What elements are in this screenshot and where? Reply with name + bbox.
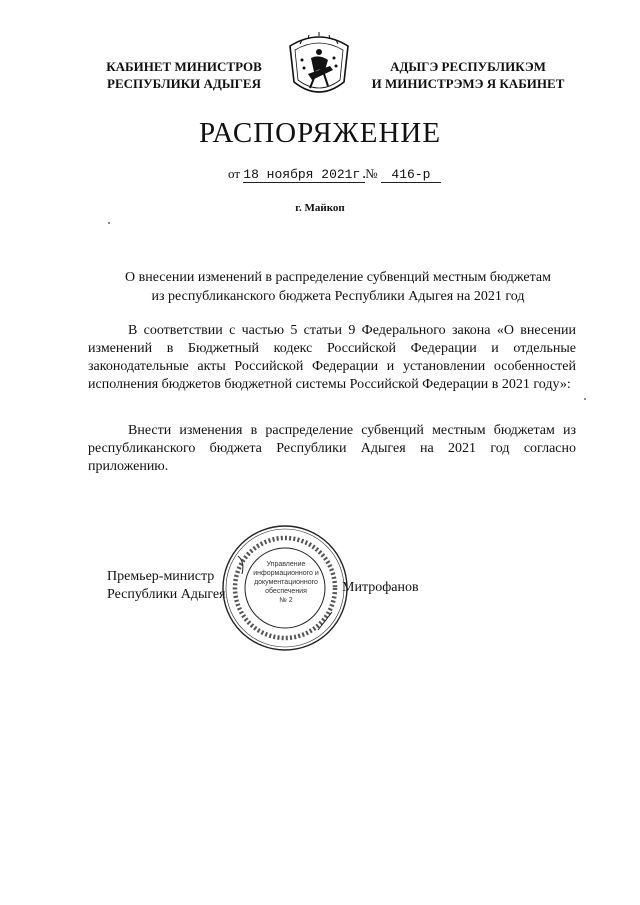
document-date: 18 ноября 2021г. xyxy=(243,167,369,182)
stamp-line1: Управление xyxy=(266,561,306,568)
signatory-title xyxy=(107,568,226,604)
stamp-line4: обеспечения xyxy=(265,588,307,595)
document-number: 416-р xyxy=(381,167,441,183)
stamp-line2: информационного и xyxy=(253,570,319,577)
ministry-name-ady-line1: АДЫГЭ РЕСПУБЛИКЭМ xyxy=(390,59,546,74)
document-title: РАСПОРЯЖЕНИЕ xyxy=(198,117,442,149)
number-prefix: № xyxy=(365,166,378,181)
ministry-name-adyghe xyxy=(358,58,578,92)
subject-line2: из республиканского бюджета Республики Адыгея на 2021 год xyxy=(151,289,525,304)
stamp-line3: документационного xyxy=(254,579,318,586)
ministry-name-ady-line2: И МИНИСТРЭМЭ Я КАБИНЕТ xyxy=(371,76,565,91)
signatory-name: Митрофанов xyxy=(342,580,419,595)
stamp-text xyxy=(251,560,321,605)
issue-city: г. Майкоп xyxy=(295,202,345,214)
ministry-name-ru-line1: КАБИНЕТ МИНИСТРОВ xyxy=(106,59,262,74)
signatory-title-line1: Премьер-министр xyxy=(107,569,215,584)
scan-speck xyxy=(584,398,586,400)
coat-of-arms-emblem xyxy=(278,30,360,102)
ministry-name-russian xyxy=(96,58,272,92)
ministry-name-ru-line2: РЕСПУБЛИКИ АДЫГЕЯ xyxy=(107,76,261,91)
body-paragraph-basis: В соответствии с частью 5 статьи 9 Федерального закона «О внесении изменений в Бюджетный кодекс Российской Федерации и отдельные законодательные акты Российской Федерации и установлении особенностей исполнения бюджетов бюджетной системы Российской Федерации в 2021 году»: xyxy=(88,323,576,392)
body-paragraph-order: Внести изменения в распределение субвенций местным бюджетам из республиканского бюджета Республики Адыгея на 2021 год согласно приложению. xyxy=(88,423,576,474)
date-prefix: от xyxy=(228,166,241,181)
signatory-title-line2: Республики Адыгея xyxy=(107,587,226,602)
stamp-line5: № 2 xyxy=(279,597,293,604)
document-subject xyxy=(88,268,588,306)
document-date-number xyxy=(228,166,441,183)
scan-speck xyxy=(108,222,110,224)
subject-line1: О внесении изменений в распределение субвенций местным бюджетам xyxy=(125,270,551,285)
